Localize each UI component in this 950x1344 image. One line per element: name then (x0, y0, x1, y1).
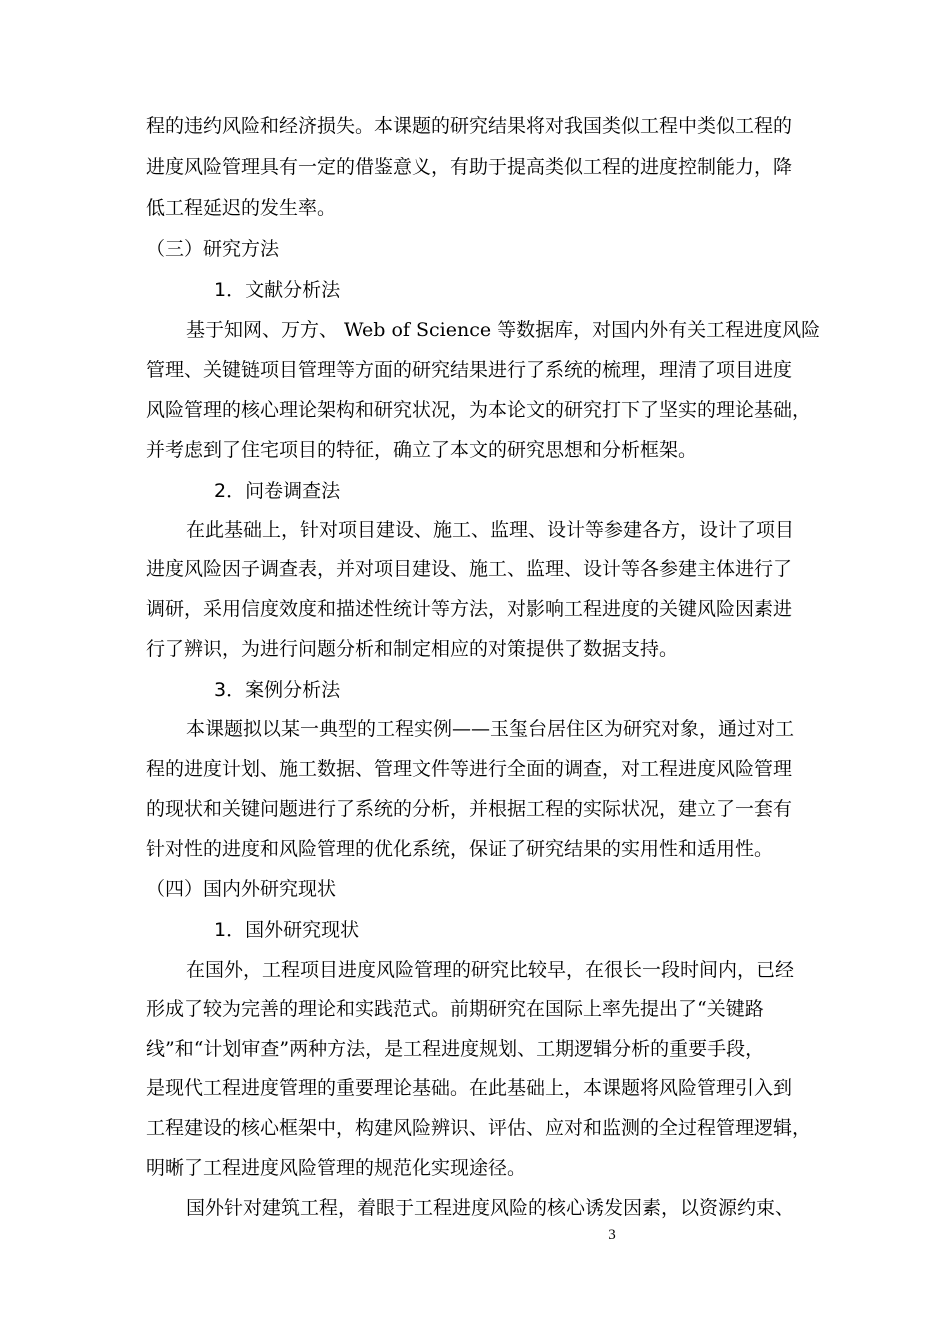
method3-line-4: 针对性的进度和风险管理的优化系统，保证了研究结果的实用性和适用性。 (146, 838, 774, 860)
method2-line-4: 行了辨识，为进行问题分析和制定相应的对策提供了数据支持。 (146, 638, 679, 660)
foreign-para1-line-4: 是现代工程进度管理的重要理论基础。在此基础上，本课题将风险管理引入到 (146, 1077, 793, 1099)
foreign-para2-line-1: 国外针对建筑工程，着眼于工程进度风险的核心诱发因素，以资源约束、 (186, 1197, 795, 1219)
foreign-para1-line-5: 工程建设的核心框架中，构建风险辨识、评估、应对和监测的全过程管理逻辑， (146, 1117, 812, 1139)
subheading-questionnaire: 2．问卷调查法 (214, 480, 341, 502)
section-heading-research-status: （四）国内外研究现状 (146, 878, 337, 900)
page-number (0, 1227, 950, 1244)
method1-line-4: 并考虑到了住宅项目的特征，确立了本文的研究思想和分析框架。 (146, 439, 698, 461)
foreign-para1-line-6: 明晰了工程进度风险管理的规范化实现途径。 (146, 1157, 527, 1179)
subheading-case-analysis: 3．案例分析法 (214, 679, 341, 701)
method1-line-2: 管理、关键链项目管理等方面的研究结果进行了系统的梳理，理清了项目进度 (146, 359, 793, 381)
method3-line-3: 的现状和关键问题进行了系统的分析，并根据工程的实际状况，建立了一套有 (146, 798, 793, 820)
intro-line-1: 程的违约风险和经济损失。本课题的研究结果将对我国类似工程中类似工程的 (146, 115, 793, 137)
method1-line-1: 基于知网、万方、 Web of Science 等数据库，对国内外有关工程进度风险 (186, 319, 821, 341)
method2-line-1: 在此基础上，针对项目建设、施工、监理、设计等参建各方，设计了项目 (186, 519, 795, 541)
method3-line-1: 本课题拟以某一典型的工程实例——玉玺台居住区为研究对象，通过对工 (186, 718, 795, 740)
intro-line-2: 进度风险管理具有一定的借鉴意义，有助于提高类似工程的进度控制能力，降 (146, 156, 793, 178)
foreign-para1-line-1: 在国外，工程项目进度风险管理的研究比较早，在很长一段时间内，已经 (186, 959, 795, 981)
section-heading-research-methods: （三）研究方法 (146, 238, 280, 260)
method2-line-3: 调研，采用信度效度和描述性统计等方法，对影响工程进度的关键风险因素进 (146, 598, 793, 620)
foreign-para1-line-2: 形成了较为完善的理论和实践范式。前期研究在国际上率先提出了“关键路 (146, 998, 764, 1020)
page-number-text: 3 (608, 1227, 616, 1243)
subheading-foreign-status: 1．国外研究现状 (214, 919, 360, 941)
subheading-literature-analysis: 1．文献分析法 (214, 279, 341, 301)
method2-line-2: 进度风险因子调查表，并对项目建设、施工、监理、设计等各参建主体进行了 (146, 558, 793, 580)
method3-line-2: 程的进度计划、施工数据、管理文件等进行全面的调查，对工程进度风险管理 (146, 758, 793, 780)
foreign-para1-line-3: 线”和“计划审查”两种方法，是工程进度规划、工期逻辑分析的重要手段， (146, 1038, 765, 1060)
method1-line-3: 风险管理的核心理论架构和研究状况，为本论文的研究打下了坚实的理论基础， (146, 399, 812, 421)
intro-line-3: 低工程延迟的发生率。 (146, 197, 337, 219)
